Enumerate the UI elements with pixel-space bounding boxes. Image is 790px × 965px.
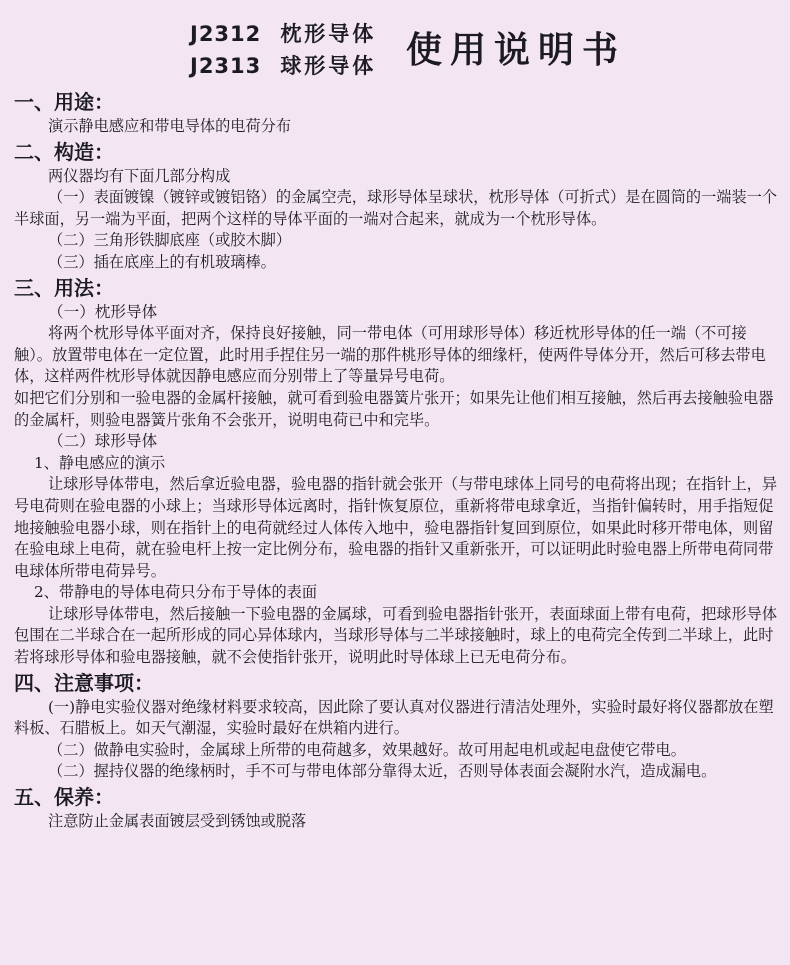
model-name: 枕形导体 bbox=[280, 21, 377, 46]
structure-intro: 两仪器均有下面几部分构成 bbox=[48, 166, 231, 185]
document-title: 使用说明书 bbox=[406, 29, 627, 71]
precaution-3: （二）握持仪器的绝缘柄时，手不可与带电体部分靠得太近，否则导体表面会凝附水汽，造成漏电。 bbox=[48, 762, 717, 781]
model-line-j2313 bbox=[190, 50, 376, 80]
model-name: 球形导体 bbox=[280, 53, 377, 78]
section-heading-maintenance: 五、保养： bbox=[14, 785, 114, 810]
model-line-j2312 bbox=[190, 18, 376, 48]
usage-sphere-item-2-text: 让球形导体带电，然后接触一下验电器的金属球，可看到验电器指针张开，表面球面上带有电荷，把球形导体包围在二半球合在一起所形成的同心异体球内，当球形导体与二半球接触时，球上的电荷完全传到二半球上，此时若将球形导体和验电器接触，就不会使指针张开，说明此时导体球上已无电荷分布。 bbox=[14, 604, 777, 667]
document-header bbox=[14, 0, 778, 88]
purpose-text: 演示静电感应和带电导体的电荷分布 bbox=[48, 117, 291, 135]
structure-item-3: （三）插在底座上的有机玻璃棒。 bbox=[48, 252, 276, 271]
section-heading-usage: 三、用法： bbox=[14, 275, 114, 300]
structure-item-2: （二）三角形铁脚底座（或胶木脚） bbox=[48, 231, 291, 250]
usage-sphere-item-2-title: 2、带静电的导体电荷只分布于导体的表面 bbox=[34, 583, 318, 602]
usage-sub-title-sphere: （二）球形导体 bbox=[48, 432, 158, 451]
model-code: J2312 bbox=[190, 22, 262, 46]
usage-sphere-item-1-title: 1、静电感应的演示 bbox=[34, 453, 166, 472]
usage-sub-title-pillow: （一）枕形导体 bbox=[48, 302, 158, 321]
precaution-1: (一)静电实验仪器对绝缘材料要求较高，因此除了要认真对仪器进行清洁处理外，实验时最好将仪器都放在塑料板、石腊板上。如天气潮湿，实验时最好在烘箱内进行。 bbox=[14, 697, 774, 738]
model-code: J2313 bbox=[190, 54, 262, 78]
section-heading-purpose: 一、用途： bbox=[14, 90, 114, 114]
maintenance-text: 注意防止金属表面镀层受到锈蚀或脱落 bbox=[48, 812, 307, 831]
usage-sphere-item-1-text: 让球形导体带电，然后拿近验电器，验电器的指针就会张开（与带电球体上同号的电荷将出现；在指针上，异号电荷则在验电器的小球上；当球形导体远离时，指针恢复原位，重新将带电球拿近，当指针偏转时，用手指短促地接触验电器小球，则在指针上的电荷就经过人体传入地中，验电器指针复回到原位，如果此时移开带电体，则留在验电球上电荷，就在验电杆上按一定比例分布，验电器的指针又重新张开，可以证明此时验电器上所带电荷同带电球体所带电荷异号。 bbox=[14, 475, 777, 580]
usage-pillow-paragraph-1: 将两个枕形导体平面对齐，保持良好接触，同一带电体（可用球形导体）移近枕形导体的任一端（不可接触）。放置带电体在一定位置，此时用手捏住另一端的那件桃形导体的细缘杆，使两件导体分开，然后可移去带电体，这样两件枕形导体就因静电感应而分别带上了等量异号电荷。 bbox=[14, 324, 766, 386]
usage-pillow-paragraph-2: 如把它们分别和一验电器的金属杆接触，就可看到验电器簧片张开；如果先让他们相互接触，然后再去接触验电器的金属杆，则验电器簧片张角不会张开，说明电荷已中和完毕。 bbox=[14, 388, 774, 429]
section-heading-precautions: 四、注意事项： bbox=[14, 670, 154, 695]
precaution-2: （二）做静电实验时，金属球上所带的电荷越多，效果越好。故可用起电机或起电盘使它带电。 bbox=[48, 740, 686, 759]
section-heading-structure: 二、构造： bbox=[14, 139, 114, 164]
structure-item-1: （一）表面镀镍（镀锌或镀铝铬）的金属空壳，球形导体呈球状，枕形导体（可折式）是在圆筒的一端装一个半球面，另一端为平面，把两个这样的导体平面的一端对合起来，就成为一个枕形导体。 bbox=[14, 188, 777, 228]
document-body bbox=[14, 89, 778, 833]
